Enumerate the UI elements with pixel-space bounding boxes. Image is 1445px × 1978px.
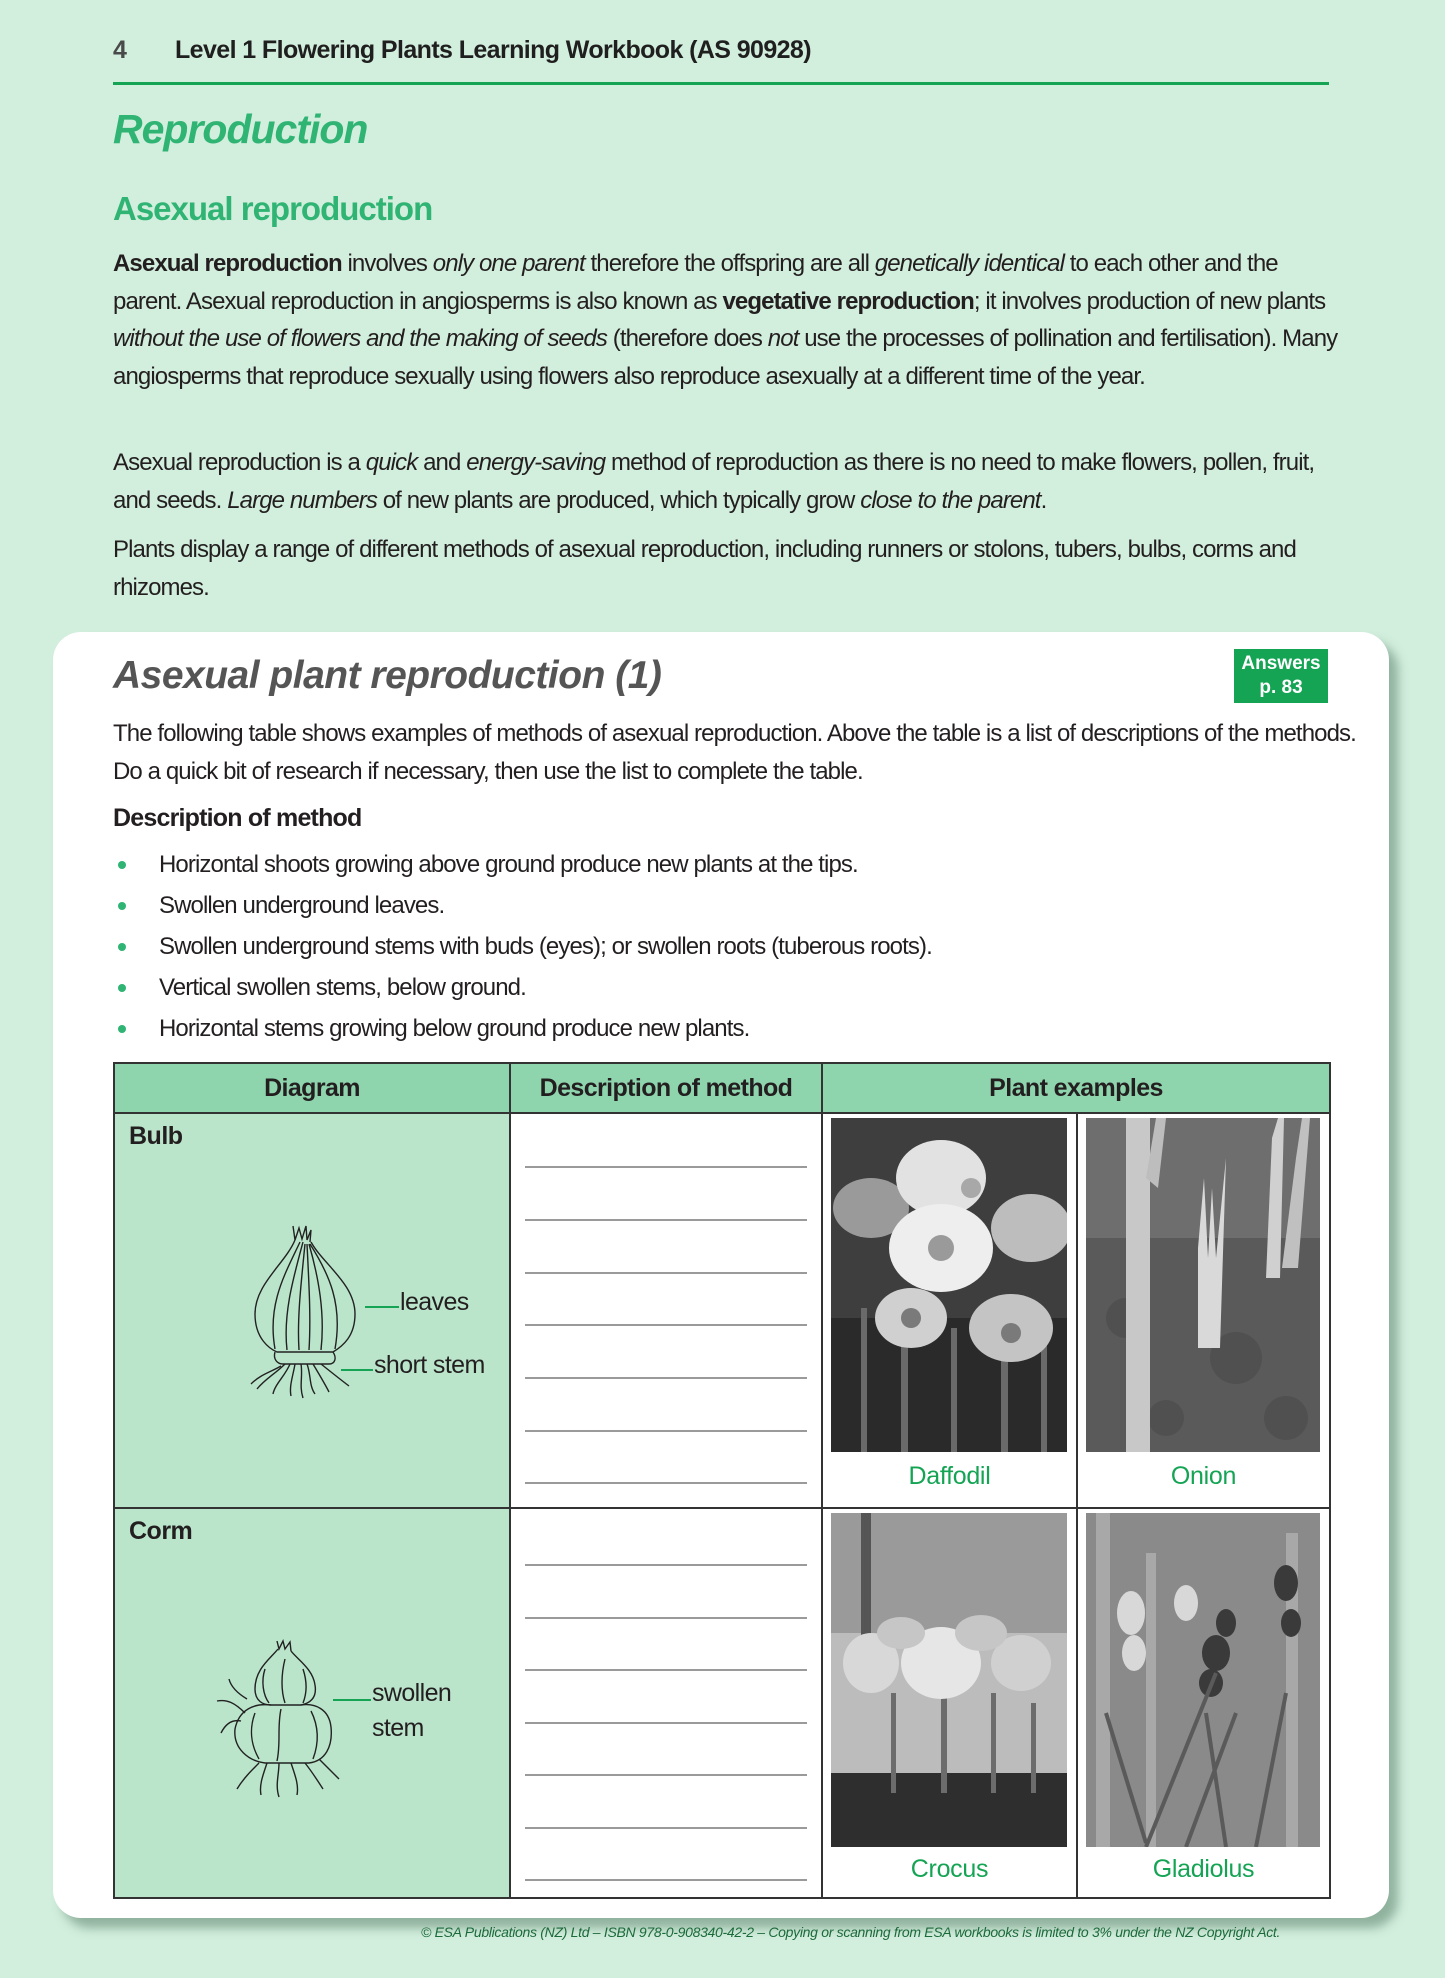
writing-line[interactable]	[525, 1827, 807, 1829]
corm-diagram-icon	[215, 1639, 345, 1799]
diagram-cell	[115, 1509, 511, 1897]
bullet-icon	[118, 1025, 126, 1033]
callout-swollen: swollen	[372, 1679, 452, 1707]
text: involves	[341, 250, 433, 277]
onion-photo	[1086, 1118, 1320, 1452]
text: Asexual reproduction is a	[113, 449, 366, 476]
text: to each other and the parent. Asexual reproduction in angiosperms is also known as	[113, 250, 1278, 315]
list-item	[113, 1008, 932, 1049]
daffodil-photo	[831, 1118, 1067, 1452]
copyright-footer: © ESA Publications (NZ) Ltd – ISBN 978-0-908340-42-2 – Copying or scanning from ESA workbooks is limited to 3% under the NZ Copyright Act.	[421, 1924, 1281, 1940]
table-header	[115, 1064, 1329, 1114]
description-answer-cell[interactable]	[511, 1114, 823, 1507]
emphasis: only one parent	[432, 250, 585, 277]
list-item	[113, 967, 932, 1008]
text: .	[1040, 486, 1047, 514]
list-item-text: Swollen underground leaves.	[159, 892, 445, 919]
column-header-description: Description of method	[511, 1064, 823, 1112]
callout-stem: stem	[372, 1714, 424, 1742]
methods-table	[113, 1062, 1331, 1899]
example-cell	[1078, 1509, 1329, 1897]
text: ; it involves production of new plants	[973, 287, 1326, 315]
list-item	[113, 844, 932, 885]
activity-title: Asexual plant reproduction (1)	[113, 654, 662, 697]
plant-name-gladiolus: Gladiolus	[1152, 1855, 1255, 1883]
term-vegetative-reproduction: vegetative reproduction	[722, 287, 974, 315]
book-title: Level 1 Flowering Plants Learning Workbook (AS 90928)	[175, 36, 811, 64]
writing-line[interactable]	[525, 1617, 807, 1619]
table-row	[115, 1509, 1329, 1897]
term-asexual-reproduction: Asexual reproduction	[113, 250, 342, 277]
emphasis: close to the parent	[860, 486, 1041, 514]
answers-label: Answers	[1241, 653, 1321, 674]
writing-line[interactable]	[525, 1377, 807, 1379]
list-item-text: Vertical swollen stems, below ground.	[159, 974, 526, 1001]
text: of new plants are produced, which typically grow	[376, 486, 861, 514]
bullet-icon	[118, 902, 126, 910]
swollen-stem-pointer	[333, 1699, 371, 1701]
writing-line[interactable]	[525, 1669, 807, 1671]
description-answer-cell[interactable]	[511, 1509, 823, 1897]
diagram-cell	[115, 1114, 511, 1507]
writing-line[interactable]	[525, 1774, 807, 1776]
text: method of reproduction as there is no need to make flowers, pollen, fruit, and seeds.	[113, 449, 1315, 514]
list-item-text: Horizontal shoots growing above ground produce new plants at the tips.	[159, 851, 858, 878]
intro-paragraph-3: Plants display a range of different methods of asexual reproduction, including runners or stolons, tubers, bulbs, corms and rhizomes.	[113, 536, 1296, 601]
text: (therefore does	[606, 325, 768, 352]
bullet-icon	[118, 984, 126, 992]
plant-name-onion: Onion	[1170, 1462, 1237, 1490]
text: therefore the offspring are all	[584, 250, 875, 277]
description-list-heading: Description of method	[113, 804, 362, 832]
writing-line[interactable]	[525, 1219, 807, 1221]
writing-line[interactable]	[525, 1324, 807, 1326]
writing-line[interactable]	[525, 1879, 807, 1881]
emphasis: genetically identical	[874, 250, 1065, 277]
leaves-pointer	[365, 1306, 399, 1308]
writing-line[interactable]	[525, 1272, 807, 1274]
intro-paragraph-2	[113, 444, 1343, 519]
list-item-text: Horizontal stems growing below ground produce new plants.	[159, 1015, 750, 1042]
emphasis: Large numbers	[227, 486, 377, 514]
intro-paragraph-1	[113, 245, 1343, 395]
table-row	[115, 1114, 1329, 1509]
row-label: Bulb	[129, 1122, 183, 1150]
writing-line[interactable]	[525, 1722, 807, 1724]
writing-line[interactable]	[525, 1430, 807, 1432]
emphasis: energy-saving	[466, 449, 606, 476]
running-header	[113, 36, 1329, 86]
text: use the processes of pollination and fertilisation). Many angiosperms that reproduce sexually using flowers also reproduce asexually at a different time of the year.	[113, 325, 1338, 390]
gladiolus-photo	[1086, 1513, 1320, 1847]
emphasis: quick	[365, 449, 418, 476]
plant-name-daffodil: Daffodil	[908, 1462, 991, 1490]
list-item-text: Swollen underground stems with buds (eyes); or swollen roots (tuberous roots).	[159, 933, 932, 960]
callout-leaves: leaves	[400, 1288, 469, 1316]
short-stem-pointer	[341, 1369, 373, 1371]
answers-page: p. 83	[1259, 677, 1303, 698]
activity-instructions: The following table shows examples of methods of asexual reproduction. Above the table is a list of descriptions of the methods. Do a quick bit of research if necessary, then use the list to complete the table.	[113, 720, 1356, 785]
column-header-plant-examples: Plant examples	[989, 1074, 1163, 1102]
text: and	[417, 449, 467, 476]
header-rule	[113, 82, 1329, 85]
description-list	[113, 844, 932, 1049]
writing-line[interactable]	[525, 1166, 807, 1168]
example-cell	[1078, 1114, 1329, 1507]
column-header-diagram: Diagram	[115, 1064, 511, 1112]
example-cell	[823, 1114, 1078, 1507]
callout-short-stem: short stem	[374, 1351, 485, 1379]
list-item	[113, 885, 932, 926]
page-number: 4	[113, 36, 127, 64]
writing-line[interactable]	[525, 1564, 807, 1566]
crocus-photo	[831, 1513, 1067, 1847]
plant-name-crocus: Crocus	[910, 1855, 989, 1883]
example-cell	[823, 1509, 1078, 1897]
bullet-icon	[118, 943, 126, 951]
row-label: Corm	[129, 1517, 193, 1545]
section-subtitle: Asexual reproduction	[113, 190, 433, 227]
list-item	[113, 926, 932, 967]
activity-card	[53, 632, 1389, 1918]
answers-badge[interactable]	[1234, 649, 1328, 703]
emphasis: without the use of flowers and the making of seeds	[113, 325, 607, 352]
section-title: Reproduction	[113, 106, 368, 152]
writing-line[interactable]	[525, 1482, 807, 1484]
bullet-icon	[118, 861, 126, 869]
bulb-diagram-icon	[245, 1224, 365, 1399]
emphasis: not	[767, 325, 799, 352]
